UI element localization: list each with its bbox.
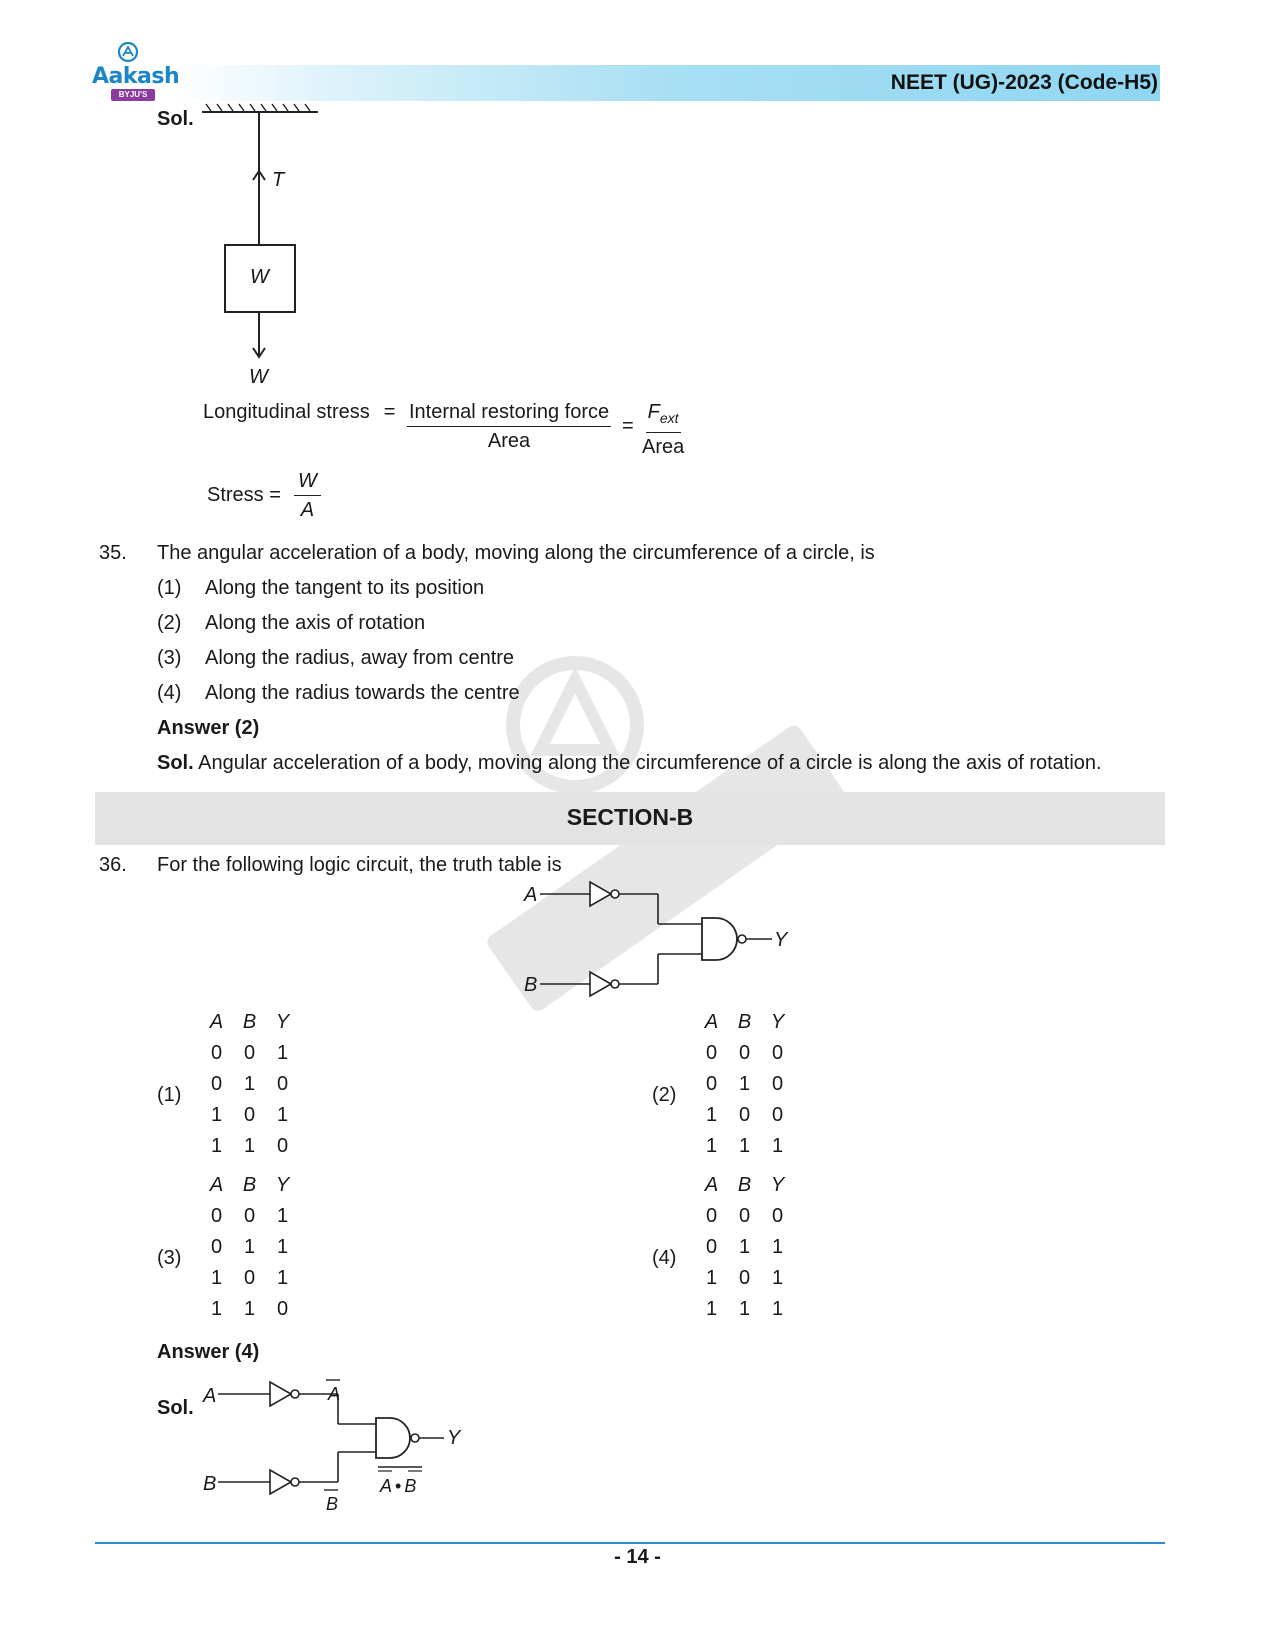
table-row: 0 1 0: [210, 1073, 289, 1095]
ext-subscript: ext: [659, 410, 679, 426]
fraction-denominator: Area: [487, 430, 531, 452]
q35-answer: Answer (2): [157, 717, 260, 739]
truth-table-option-4: A B Y 0 0 0 0 1 1 1 0 1 1 1 1: [695, 1170, 794, 1325]
not-gate-b: [270, 1470, 291, 1494]
block-label: W: [250, 266, 269, 288]
logic-circuit: [520, 880, 790, 1000]
tension-label: T: [272, 169, 285, 191]
table-row: 1 0 0: [705, 1104, 784, 1126]
q36-option-4-num: (4): [652, 1247, 677, 1269]
q35-option-3: Along the radius, away from centre: [205, 647, 515, 669]
stress-term: Longitudinal stress: [203, 401, 370, 423]
table-row: 1 1 1: [705, 1135, 784, 1157]
table-row: 1 1 0: [210, 1135, 289, 1157]
exam-title: NEET (UG)-2023 (Code-H5): [890, 71, 1158, 94]
weight-label: W: [249, 366, 268, 388]
q35-option-1-num: (1): [157, 577, 182, 599]
fraction-denominator: A: [300, 499, 315, 521]
table-row: 0 0 0: [705, 1042, 784, 1064]
table-row: 0 0 1: [210, 1205, 289, 1227]
force-symbol: F: [647, 401, 660, 423]
equals-sign-2: =: [622, 415, 634, 437]
logo-wordmark: Aakash: [92, 64, 180, 89]
q34-sol-label: Sol.: [157, 108, 194, 130]
q36-question: For the following logic circuit, the truth table is: [157, 854, 562, 876]
footer-divider: [95, 1542, 1165, 1544]
hanging-weight-diagram: [200, 100, 325, 390]
fraction-denominator: Area: [642, 436, 685, 458]
q35-option-2-num: (2): [157, 612, 182, 634]
q36-option-2-num: (2): [652, 1084, 677, 1106]
q35-option-2: Along the axis of rotation: [205, 612, 426, 634]
section-b-bar: [95, 792, 1165, 845]
table-row: 0 1 0: [705, 1073, 784, 1095]
truth-table-option-1: A B Y 0 0 1 0 1 0 1 0 1 1 1 0: [200, 1007, 299, 1162]
nand-gate: [702, 918, 737, 960]
not-gate-b: [590, 972, 611, 996]
sol-input-a: A: [203, 1385, 217, 1407]
nand-gate: [376, 1418, 410, 1458]
longitudinal-stress-equation: [203, 400, 399, 424]
q35-option-4: Along the radius towards the centre: [205, 682, 520, 704]
section-title: SECTION-B: [566, 804, 694, 830]
circuit-output-y: Y: [774, 929, 788, 951]
q35-solution: [157, 751, 1102, 775]
table-row: 1 0 1: [705, 1267, 784, 1289]
b-bar-label: B: [326, 1494, 339, 1514]
logo-badge: BYJU'S: [111, 89, 155, 101]
nand-expression: A • B: [380, 1476, 417, 1496]
table-row: 1 1 1: [705, 1298, 784, 1320]
table-row: 1 0 1: [210, 1267, 289, 1289]
q36-sol-label: Sol.: [157, 1397, 194, 1419]
fext-fraction: [642, 400, 684, 459]
circuit-input-a: A: [524, 884, 538, 906]
sol-input-b: B: [203, 1473, 217, 1495]
not-gate-a: [270, 1382, 291, 1406]
truth-table-option-3: A B Y 0 0 1 0 1 1 1 0 1 1 1 0: [200, 1170, 299, 1325]
page-number: - 14 -: [614, 1546, 661, 1568]
q35-question: The angular acceleration of a body, moving along the circumference of a circle, is: [157, 542, 875, 564]
q36-answer: Answer (4): [157, 1341, 260, 1363]
not-gate-a: [590, 882, 611, 906]
stress-w-over-a: Stress =: [207, 484, 281, 506]
q36-number: 36.: [99, 854, 127, 876]
fraction-numerator: Internal restoring force: [407, 400, 611, 427]
table-row: 1 1 0: [210, 1298, 289, 1320]
fraction-numerator: W: [294, 469, 321, 496]
table-row: 1 0 1: [210, 1104, 289, 1126]
table-row: 0 0 0: [705, 1205, 784, 1227]
sol-text: Angular acceleration of a body, moving along the circumference of a circle is along the axis of rotation.: [198, 752, 1102, 774]
table-row: 0 0 1: [210, 1042, 289, 1064]
q36-option-1-num: (1): [157, 1084, 182, 1106]
restoring-force-fraction: [407, 400, 611, 453]
w-over-a-fraction: [294, 469, 321, 522]
table-row: 0 1 1: [705, 1236, 784, 1258]
q35-option-1: Along the tangent to its position: [205, 577, 485, 599]
sol-output-y: Y: [447, 1427, 461, 1449]
q35-option-4-num: (4): [157, 682, 182, 704]
table-row: 0 1 1: [210, 1236, 289, 1258]
truth-table-option-2: A B Y 0 0 0 0 1 0 1 0 0 1 1 1: [695, 1007, 794, 1162]
circuit-input-b: B: [524, 974, 538, 996]
equals-sign: =: [383, 401, 396, 423]
sol-label: Sol.: [157, 752, 194, 774]
q35-number: 35.: [99, 542, 127, 564]
a-bar-label: A: [328, 1384, 341, 1404]
q35-option-3-num: (3): [157, 647, 182, 669]
q36-option-3-num: (3): [157, 1247, 182, 1269]
